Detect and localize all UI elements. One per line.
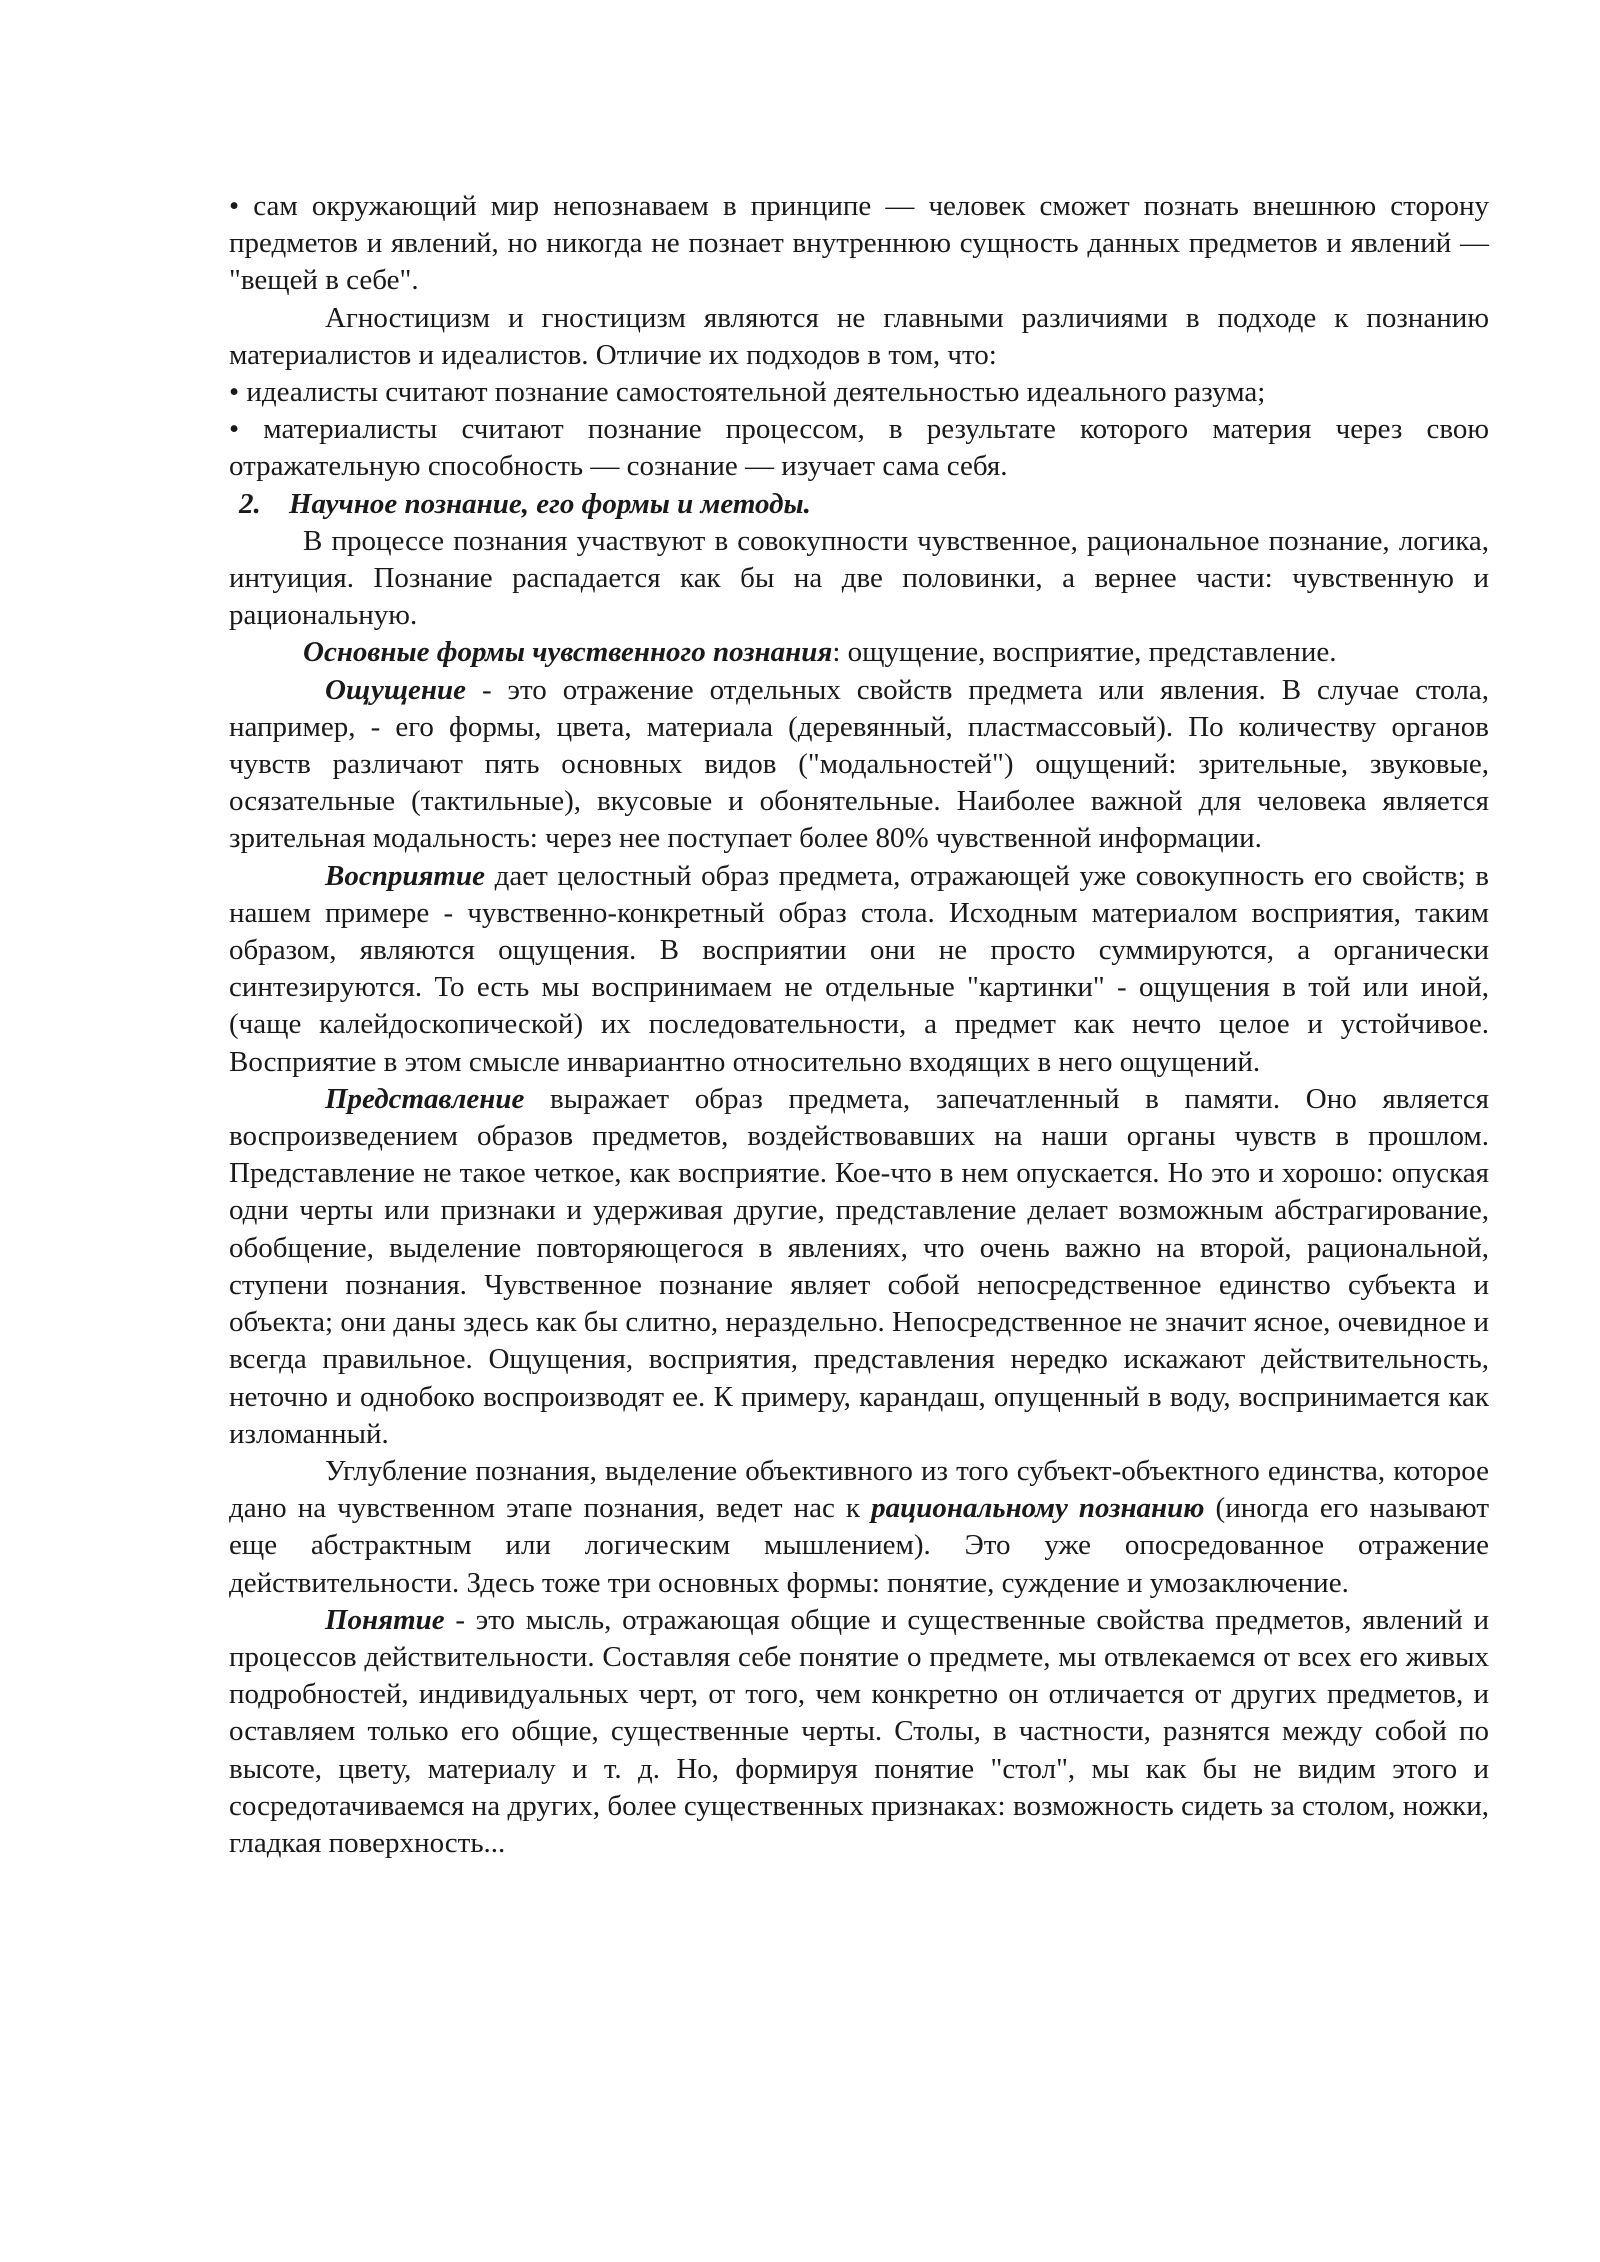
paragraph xyxy=(229,1602,1489,1862)
section-number: 2. xyxy=(239,487,261,520)
paragraph xyxy=(229,1081,1489,1453)
paragraph xyxy=(229,634,1489,671)
term: Ощущение xyxy=(325,673,466,706)
term: Основные формы чувственного познания xyxy=(303,636,833,669)
section-heading xyxy=(229,486,1489,523)
bullet-paragraph: • сам окружающий мир непознаваем в принципе — человек сможет познать внешнюю сторону предметов и явлений, но никогда не познает внутреннюю сущность данных предметов и явлений — "вещей в себе". xyxy=(229,190,1489,297)
document-page xyxy=(229,188,1489,1862)
paragraph-text: : ощущение, восприятие, представление. xyxy=(832,636,1337,669)
paragraph-text: - это отражение отдельных свойств предмета или явления. В случае стола, например, - его формы, цвета, материала (деревянный, пластмассовый). По количеству органов чувств различают пять основных видов ("модальностей") ощущений: зрительные, звуковые, осязательные (тактильные), вкусовые и обонятельные. Наиболее важной для человека является зрительная модальность: через нее поступает более 80% чувственной информации. xyxy=(229,673,1489,855)
paragraph xyxy=(229,672,1489,858)
section-title: Научное познание, его формы и методы. xyxy=(289,487,811,520)
paragraph: В процессе познания участвуют в совокупности чувственное, рациональное познание, логика, интуиция. Познание распадается как бы на две половинки, а вернее части: чувственную и рациональную. xyxy=(229,524,1489,632)
paragraph-text: - это мысль, отражающая общие и существенные свойства предметов, явлений и процессов действительности. Составляя себе понятие о предмете, мы отвлекаемся от всех его живых подробностей, индивидуальных черт, от того, чем конкретно он отличается от других предметов, и оставляем только его общие, существенные черты. Столы, в частности, разнятся между собой по высоте, цвету, материалу и т. д. Но, формируя понятие "стол", мы как бы не видим этого и сосредотачиваемся на других, более существенных признаках: возможность сидеть за столом, ножки, гладкая поверхность... xyxy=(229,1603,1489,1859)
paragraph-text: дает целостный образ предмета, отражающей уже совокупность его свойств; в нашем примере - чувственно-конкретный образ стола. Исходным материалом восприятия, таким образом, являются ощущения. В восприятии они не просто суммируются, а органически синтезируются. То есть мы воспринимаем не отдельные "картинки" - ощущения в той или иной, (чаще калейдоскопической) их последовательности, а предмет как нечто целое и устойчивое. Восприятие в этом смысле инвариантно относительно входящих в него ощущений. xyxy=(229,859,1489,1078)
term: Восприятие xyxy=(325,859,485,892)
paragraph-text: Углубление познания, выделение объективного из того субъект-объектного единства, которое дано на чувственном этапе познания, ведет нас к xyxy=(229,1454,1489,1525)
term: рациональному познанию xyxy=(871,1492,1205,1525)
term: Понятие xyxy=(325,1603,445,1636)
paragraph: Агностицизм и гностицизм являются не главными различиями в подходе к познанию материалистов и идеалистов. Отличие их подходов в том, что: xyxy=(229,301,1489,371)
paragraph-text: (иногда его называют еще абстрактным или логическим мышлением). Это уже опосредованное отражение действительности. Здесь тоже три основных формы: понятие, суждение и умозаключение. xyxy=(229,1492,1489,1599)
term: Представление xyxy=(325,1082,525,1115)
paragraph xyxy=(229,858,1489,1081)
bullet-paragraph: • материалисты считают познание процессом, в результате которого материя через свою отражательную способность — сознание — изучает сама себя. xyxy=(229,413,1489,483)
bullet-paragraph: • идеалисты считают познание самостоятельной деятельностью идеального разума; xyxy=(229,376,1266,409)
paragraph-text: выражает образ предмета, запечатленный в памяти. Оно является воспроизведением образов предметов, воздействовавших на наши органы чувств в прошлом. Представление не такое четкое, как восприятие. Кое-что в нем опускается. Но это и хорошо: опуская одни черты или признаки и удерживая другие, представление делает возможным абстрагирование, обобщение, выделение повторяющегося в явлениях, что очень важно на второй, рациональной, ступени познания. Чувственное познание являет собой непосредственное единство субъекта и объекта; они даны здесь как бы слитно, нераздельно. Непосредственное не значит ясное, очевидное и всегда правильное. Ощущения, восприятия, представления нередко искажают действительность, неточно и однобоко воспроизводят ее. К примеру, карандаш, опущенный в воду, воспринимается как изломанный. xyxy=(229,1082,1489,1450)
paragraph xyxy=(229,1453,1489,1602)
